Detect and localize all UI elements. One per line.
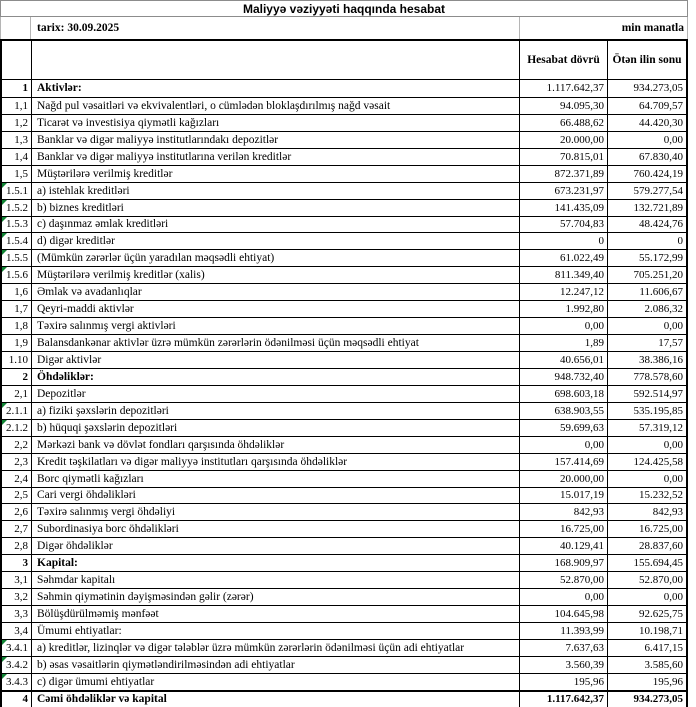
row-number-text: 1,2 [14, 116, 28, 129]
row-value-current: 0,00 [520, 318, 608, 334]
row-number-text: 1.5.2 [6, 201, 28, 214]
row-label: Qeyri-maddi aktivlər [32, 301, 520, 317]
header-previous-period: Ötən ilin sonu [612, 54, 682, 66]
row-label: c) digər ümumi ehtiyatlar [32, 674, 520, 690]
row-number [2, 301, 32, 317]
row-number [2, 623, 32, 639]
table-row [2, 419, 686, 436]
row-label: Ticarət və investisiya qiymətli kağızları [32, 115, 520, 131]
row-value-previous: 10.198,71 [639, 624, 683, 637]
row-number-text: 2,4 [14, 472, 28, 485]
row-number [2, 267, 32, 283]
row-number-text: 1,9 [14, 337, 28, 350]
table-body [2, 80, 686, 707]
table-row [2, 639, 686, 656]
table-row [2, 317, 686, 334]
row-value-current: 948.732,40 [520, 369, 608, 385]
row-label: b) əsas vəsaitlərin qiymətləndirilməsindən adi ehtiyatlar [32, 657, 520, 673]
row-label: Müştərilərə verilmiş kreditlər (xalis) [32, 267, 520, 283]
row-value-current: 59.699,63 [520, 420, 608, 436]
report-unit-label: min manatla [621, 22, 684, 34]
row-label: Öhdəliklər: [32, 369, 520, 385]
row-value-current: 1.117.642,37 [520, 80, 608, 97]
row-label: (Mümkün zərərlər üçün yaradılan məqsədli ehtiyat) [32, 250, 520, 266]
table-row [2, 385, 686, 402]
meta-empty-cell [1, 17, 31, 39]
flag-triangle-icon [2, 674, 7, 679]
row-value-previous: 3.585,60 [644, 658, 683, 671]
row-value-current: 66.488,62 [520, 115, 608, 131]
row-label: Kapital: [32, 555, 520, 571]
row-value-previous: 55.172,99 [639, 252, 683, 265]
table-row [2, 334, 686, 351]
row-label: Kredit təşkilatları və digər maliyyə institutları qarşısında öhdəliklər [32, 454, 520, 470]
row-value-previous: 579.277,54 [633, 184, 683, 197]
row-number [2, 572, 32, 588]
row-label: Aktivlər: [32, 80, 520, 97]
row-number [2, 284, 32, 300]
row-label: c) daşınmaz əmlak kreditləri [32, 217, 520, 233]
row-number [2, 420, 32, 436]
row-number [2, 352, 32, 368]
row-number [2, 233, 32, 249]
row-value-previous: 0,00 [663, 133, 683, 146]
row-value-current: 16.725,00 [520, 521, 608, 537]
row-label: Səhmin qiymətinin dəyişməsindən gəlir (zərər) [32, 589, 520, 605]
row-number [2, 403, 32, 419]
header-current-period: Hesabat dövrü [520, 41, 608, 79]
row-value-previous: 705.251,20 [633, 269, 683, 282]
row-number [2, 335, 32, 351]
row-number [2, 132, 32, 148]
row-number [2, 369, 32, 385]
row-number [2, 555, 32, 571]
row-number-text: 1.5.1 [6, 184, 28, 197]
table-row [2, 503, 686, 520]
table-row [2, 97, 686, 114]
row-value-previous: 155.694,45 [633, 557, 683, 570]
row-number-text: 2,1 [14, 387, 28, 400]
row-value-current: 698.603,18 [520, 386, 608, 402]
table-row [2, 182, 686, 199]
row-number [2, 454, 32, 470]
row-number [2, 606, 32, 622]
table-row [2, 368, 686, 385]
header-description-cell [32, 41, 520, 79]
row-value-current: 3.560,39 [520, 657, 608, 673]
row-value-current: 842,93 [520, 504, 608, 520]
row-number-text: 2,2 [14, 438, 28, 451]
flag-triangle-icon [2, 183, 7, 188]
table-row [2, 232, 686, 249]
row-value-previous: 0,00 [663, 320, 683, 333]
row-label: Digər öhdəliklər [32, 538, 520, 554]
row-number-text: 2,8 [14, 540, 28, 553]
row-number-text: 2,7 [14, 523, 28, 536]
row-label: Cəmi öhdəliklər və kapital [32, 692, 520, 707]
page-title: Maliyyə vəziyyəti haqqında hesabat [0, 0, 688, 17]
row-number [2, 437, 32, 453]
table-row [2, 605, 686, 622]
row-value-current: 168.909,97 [520, 555, 608, 571]
table-row [2, 656, 686, 673]
row-label: Banklar və digər maliyyə institutlarındakı depozitlər [32, 132, 520, 148]
row-number-text: 3,2 [14, 591, 28, 604]
report-date-label: tarix: 30.09.2025 [31, 17, 520, 39]
row-number [2, 183, 32, 199]
row-label: b) biznes kreditləri [32, 200, 520, 216]
table-row [2, 131, 686, 148]
row-label: Təxirə salınmış vergi aktivləri [32, 318, 520, 334]
row-label: Səhmdar kapitalı [32, 572, 520, 588]
row-number-text: 3,3 [14, 608, 28, 621]
row-label: Bölüşdürülməmiş mənfəət [32, 606, 520, 622]
row-number-text: 2,6 [14, 506, 28, 519]
row-number [2, 200, 32, 216]
table-row [2, 266, 686, 283]
row-value-current: 15.017,19 [520, 488, 608, 504]
table-row [2, 80, 686, 97]
row-number [2, 504, 32, 520]
financial-table [0, 39, 688, 707]
row-label: Mərkəzi bank və dövlət fondları qarşısında öhdəliklər [32, 437, 520, 453]
row-number-text: 1,8 [14, 320, 28, 333]
row-value-previous: 195,96 [652, 675, 683, 688]
row-value-previous: 57.319,12 [639, 421, 683, 434]
row-number-text: 1,5 [14, 167, 28, 180]
row-number [2, 640, 32, 656]
table-row [2, 453, 686, 470]
row-value-previous: 132.721,89 [633, 201, 683, 214]
table-row [2, 690, 686, 707]
row-number-text: 1.5.4 [6, 235, 28, 248]
table-row [2, 622, 686, 639]
row-number [2, 318, 32, 334]
row-value-current: 638.903,55 [520, 403, 608, 419]
table-row [2, 351, 686, 368]
row-number-text: 3.4.3 [6, 675, 28, 688]
row-value-current: 52.870,00 [520, 572, 608, 588]
row-value-current: 40.129,41 [520, 538, 608, 554]
row-number-text: 1,1 [14, 99, 28, 112]
row-label: Müştərilərə verilmiş kreditlər [32, 166, 520, 182]
row-number [2, 488, 32, 504]
table-row [2, 436, 686, 453]
row-value-previous: 92.625,75 [639, 608, 683, 621]
row-label: Balansdankənar aktivlər üzrə mümkün zərərlərin ödənilməsi üçün məqsədli ehtiyat [32, 335, 520, 351]
report-meta-row [0, 17, 688, 39]
row-value-current: 94.095,30 [520, 98, 608, 114]
row-value-current: 7.637,63 [520, 640, 608, 656]
row-value-previous: 760.424,19 [633, 167, 683, 180]
row-number-text: 2 [22, 370, 28, 383]
row-label: Təxirə salınmış vergi öhdəliyi [32, 504, 520, 520]
table-header-row [2, 41, 686, 80]
flag-triangle-icon [2, 657, 7, 662]
row-value-previous: 15.232,52 [639, 489, 683, 502]
row-label: d) digər kreditlər [32, 233, 520, 249]
row-number [2, 589, 32, 605]
row-value-current: 1.992,80 [520, 301, 608, 317]
row-value-previous: 535.195,85 [633, 404, 683, 417]
row-number-text: 2.1.2 [6, 421, 28, 434]
row-value-previous: 48.424,76 [639, 218, 683, 231]
row-value-current: 11.393,99 [520, 623, 608, 639]
row-number-text: 2,5 [14, 489, 28, 502]
row-label: Borc qiymətli kağızları [32, 471, 520, 487]
row-value-previous: 592.514,97 [633, 387, 683, 400]
table-row [2, 148, 686, 165]
row-value-current: 141.435,09 [520, 200, 608, 216]
row-number-text: 1 [22, 82, 28, 95]
row-number [2, 674, 32, 690]
row-number-text: 1.5.6 [6, 269, 28, 282]
table-row [2, 402, 686, 419]
flag-triangle-icon [2, 250, 7, 255]
row-value-current: 1,89 [520, 335, 608, 351]
row-number [2, 657, 32, 673]
row-value-previous: 17,57 [658, 337, 683, 350]
table-row [2, 554, 686, 571]
row-number [2, 217, 32, 233]
row-number [2, 80, 32, 97]
table-row [2, 283, 686, 300]
row-value-current: 20.000,00 [520, 471, 608, 487]
table-row [2, 199, 686, 216]
row-label: Cari vergi öhdəlikləri [32, 488, 520, 504]
flag-triangle-icon [2, 233, 7, 238]
row-value-previous: 124.425,58 [633, 455, 683, 468]
row-value-current: 57.704,83 [520, 217, 608, 233]
row-number-text: 3,4 [14, 624, 28, 637]
row-value-current: 104.645,98 [520, 606, 608, 622]
row-value-previous: 52.870,00 [639, 574, 683, 587]
header-number-cell [2, 41, 32, 79]
table-row [2, 470, 686, 487]
row-value-previous: 28.837,60 [639, 540, 683, 553]
table-row [2, 216, 686, 233]
row-value-previous: 0,00 [663, 438, 683, 451]
row-number-text: 1.10 [8, 353, 28, 366]
row-label: Nağd pul vəsaitləri və ekvivalentləri, o cümlədən bloklaşdırılmış nağd vəsait [32, 98, 520, 114]
row-value-current: 12.247,12 [520, 284, 608, 300]
row-number-text: 3 [22, 557, 28, 570]
table-row [2, 487, 686, 504]
flag-triangle-icon [2, 217, 7, 222]
row-value-previous: 2.086,32 [644, 303, 683, 316]
row-number [2, 538, 32, 554]
row-value-previous: 778.578,60 [633, 370, 683, 383]
row-value-current: 0,00 [520, 589, 608, 605]
row-label: Əmlak və avadanlıqlar [32, 284, 520, 300]
row-value-previous: 0,00 [663, 591, 683, 604]
row-value-current: 195,96 [520, 674, 608, 690]
row-number-text: 1,3 [14, 133, 28, 146]
row-value-previous: 6.417,15 [644, 641, 683, 654]
row-number [2, 166, 32, 182]
row-number [2, 149, 32, 165]
row-value-current: 61.022,49 [520, 250, 608, 266]
row-value-previous: 0 [677, 235, 683, 248]
row-value-previous: 67.830,40 [639, 150, 683, 163]
row-number-text: 4 [22, 693, 28, 706]
table-row [2, 249, 686, 266]
row-label: Banklar və digər maliyyə institutlarına verilən kreditlər [32, 149, 520, 165]
row-value-current: 40.656,01 [520, 352, 608, 368]
row-value-previous: 16.725,00 [639, 523, 683, 536]
row-value-previous: 0,00 [663, 472, 683, 485]
row-number-text: 1.5.5 [6, 252, 28, 265]
row-value-previous: 842,93 [652, 506, 683, 519]
row-value-current: 673.231,97 [520, 183, 608, 199]
row-value-current: 157.414,69 [520, 454, 608, 470]
row-value-previous: 934.273,05 [633, 82, 683, 95]
row-number [2, 521, 32, 537]
row-label: Depozitlər [32, 386, 520, 402]
row-label: a) kreditlər, lizinqlər və digər tələblər üzrə mümkün zərərlərin ödənilməsi üçün adi ehtiyatlar [32, 640, 520, 656]
row-label: a) fiziki şəxslərin depozitləri [32, 403, 520, 419]
row-label: a) istehlak kreditləri [32, 183, 520, 199]
row-value-previous: 934.273,05 [633, 693, 683, 706]
row-number-text: 1,4 [14, 150, 28, 163]
row-number-text: 3.4.2 [6, 658, 28, 671]
table-row [2, 520, 686, 537]
row-number-text: 1,7 [14, 303, 28, 316]
table-row [2, 673, 686, 690]
row-label: Digər aktivlər [32, 352, 520, 368]
row-number [2, 98, 32, 114]
row-value-previous: 64.709,57 [639, 99, 683, 112]
row-label: Ümumi ehtiyatlar: [32, 623, 520, 639]
table-row [2, 537, 686, 554]
row-number [2, 115, 32, 131]
row-value-current: 1.117.642,37 [520, 692, 608, 707]
row-number-text: 3.4.1 [6, 641, 28, 654]
row-value-current: 20.000,00 [520, 132, 608, 148]
row-number-text: 2,3 [14, 455, 28, 468]
row-number [2, 692, 32, 707]
row-value-previous: 11.606,67 [639, 286, 683, 299]
row-value-current: 872.371,89 [520, 166, 608, 182]
report-header [0, 0, 688, 39]
row-value-current: 811.349,40 [520, 267, 608, 283]
row-value-current: 0,00 [520, 437, 608, 453]
row-label: b) hüquqi şəxslərin depozitləri [32, 420, 520, 436]
row-value-current: 70.815,01 [520, 149, 608, 165]
row-value-previous: 38.386,16 [639, 353, 683, 366]
flag-triangle-icon [2, 267, 7, 272]
table-row [2, 300, 686, 317]
row-number-text: 1.5.3 [6, 218, 28, 231]
flag-triangle-icon [2, 640, 7, 645]
table-row [2, 165, 686, 182]
table-row [2, 571, 686, 588]
table-row [2, 588, 686, 605]
row-value-current: 0 [520, 233, 608, 249]
table-row [2, 114, 686, 131]
row-number-text: 3,1 [14, 574, 28, 587]
flag-triangle-icon [2, 403, 7, 408]
row-number [2, 250, 32, 266]
row-number [2, 386, 32, 402]
flag-triangle-icon [2, 420, 7, 425]
flag-triangle-icon [2, 200, 7, 205]
row-label: Subordinasiya borc öhdəlikləri [32, 521, 520, 537]
row-number-text: 2.1.1 [6, 404, 28, 417]
row-number-text: 1,6 [14, 286, 28, 299]
row-number [2, 471, 32, 487]
row-value-previous: 44.420,30 [639, 116, 683, 129]
